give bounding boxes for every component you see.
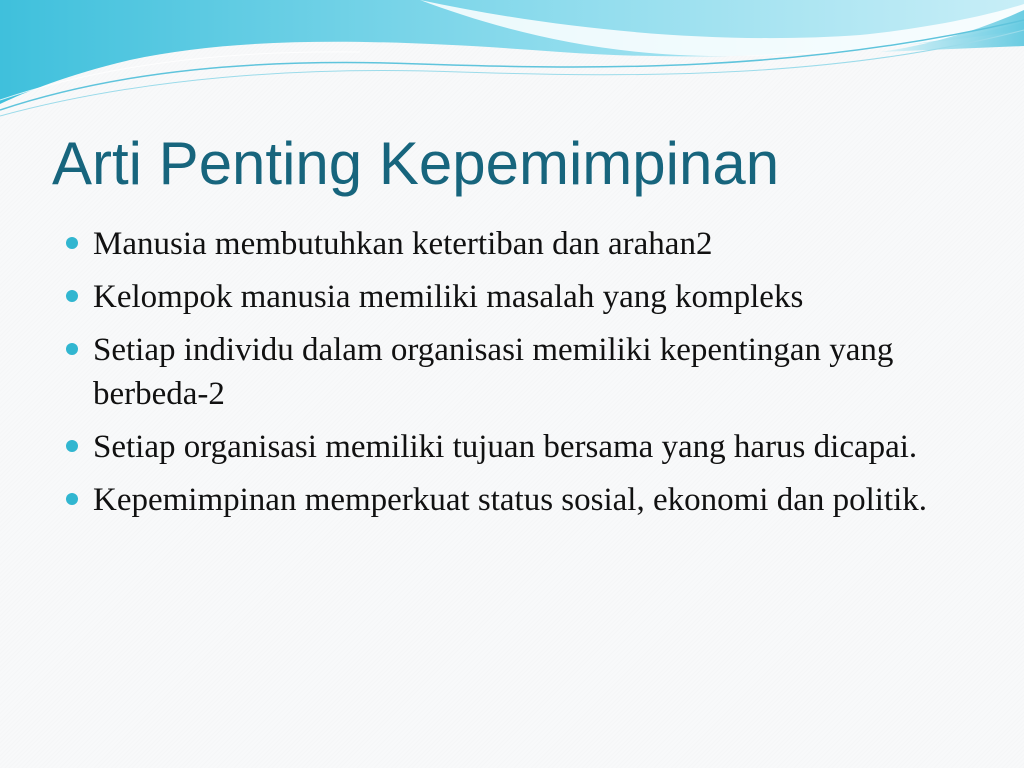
bullet-text: Kepemimpinan memperkuat status sosial, ekonomi dan politik.	[93, 482, 928, 518]
bullet-dot-icon	[66, 290, 78, 302]
bullet-dot-icon	[66, 493, 78, 505]
bullet-dot-icon	[66, 237, 78, 249]
bullet-text: Manusia membutuhkan ketertiban dan arahan2	[93, 226, 713, 262]
bullet-dot-icon	[66, 343, 78, 355]
slide-title: Arti Penting Kepemimpinan	[52, 130, 780, 197]
bullet-item	[66, 222, 966, 266]
bullet-list	[66, 222, 966, 531]
bullet-dot-icon	[66, 440, 78, 452]
bullet-text: Kelompok manusia memiliki masalah yang kompleks	[93, 279, 804, 315]
bullet-item	[66, 425, 966, 469]
bullet-item	[66, 328, 966, 416]
bullet-text: Setiap individu dalam organisasi memiliki kepentingan yang berbeda-2	[93, 332, 894, 412]
header-wave-decoration	[0, 0, 1024, 130]
bullet-text: Setiap organisasi memiliki tujuan bersama yang harus dicapai.	[93, 429, 918, 465]
bullet-item	[66, 478, 966, 522]
bullet-item	[66, 275, 966, 319]
